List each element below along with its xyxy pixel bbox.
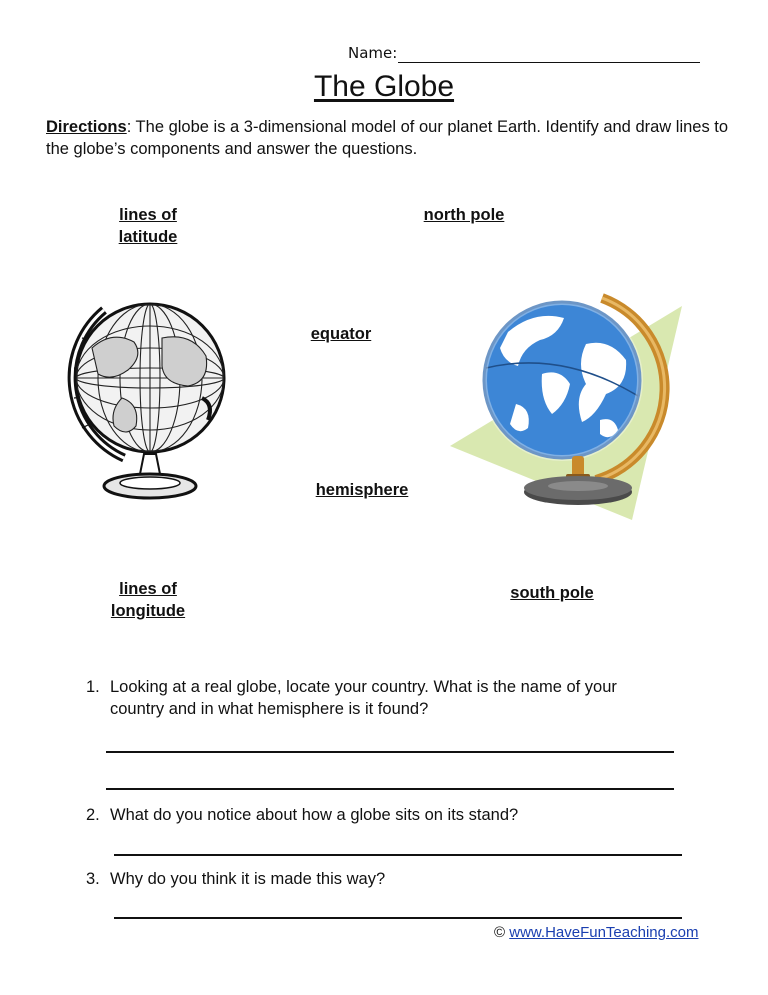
- page-title: The Globe: [313, 70, 455, 103]
- directions: [46, 116, 736, 160]
- answer-line-1a[interactable]: [106, 751, 674, 753]
- question-1-text-line2: country and in what hemisphere is it found?: [110, 700, 429, 718]
- term-equator: equator: [310, 325, 372, 343]
- term-longitude-line2: longitude: [110, 602, 186, 620]
- term-lines-of-longitude: [96, 578, 200, 622]
- directions-text: : The globe is a 3-dimensional model of our planet Earth. Identify and draw lines to the globe’s components and answer the questions.: [46, 118, 729, 158]
- footer-site-link[interactable]: www.HaveFunTeaching.com: [509, 924, 699, 941]
- question-3-text: Why do you think it is made this way?: [110, 870, 386, 888]
- copyright-symbol: ©: [494, 924, 506, 941]
- answer-line-1b[interactable]: [106, 788, 674, 790]
- question-2: [86, 804, 726, 826]
- footer: [494, 924, 699, 941]
- term-hemisphere: hemisphere: [315, 481, 409, 499]
- question-1: [86, 676, 726, 720]
- answer-line-3[interactable]: [114, 917, 682, 919]
- question-1-text-line1: Looking at a real globe, locate your country. What is the name of your: [110, 678, 617, 696]
- bw-globe-illustration: [52, 278, 236, 506]
- term-latitude-line2: latitude: [118, 228, 178, 246]
- term-south-pole: south pole: [510, 584, 594, 602]
- question-2-number: 2.: [86, 806, 100, 824]
- answer-line-2[interactable]: [114, 854, 682, 856]
- question-3-number: 3.: [86, 870, 100, 888]
- term-north-pole: north pole: [423, 206, 505, 224]
- question-1-number: 1.: [86, 678, 100, 696]
- name-label: Name:: [348, 44, 398, 62]
- name-input-line[interactable]: [398, 62, 700, 63]
- directions-label: Directions: [46, 118, 127, 136]
- term-longitude-line1: lines of: [119, 580, 177, 598]
- question-3: [86, 868, 726, 890]
- color-globe-illustration: [446, 284, 686, 522]
- question-2-text: What do you notice about how a globe sits on its stand?: [110, 806, 519, 824]
- term-latitude-line1: lines of: [119, 206, 177, 224]
- term-lines-of-latitude: [96, 204, 200, 248]
